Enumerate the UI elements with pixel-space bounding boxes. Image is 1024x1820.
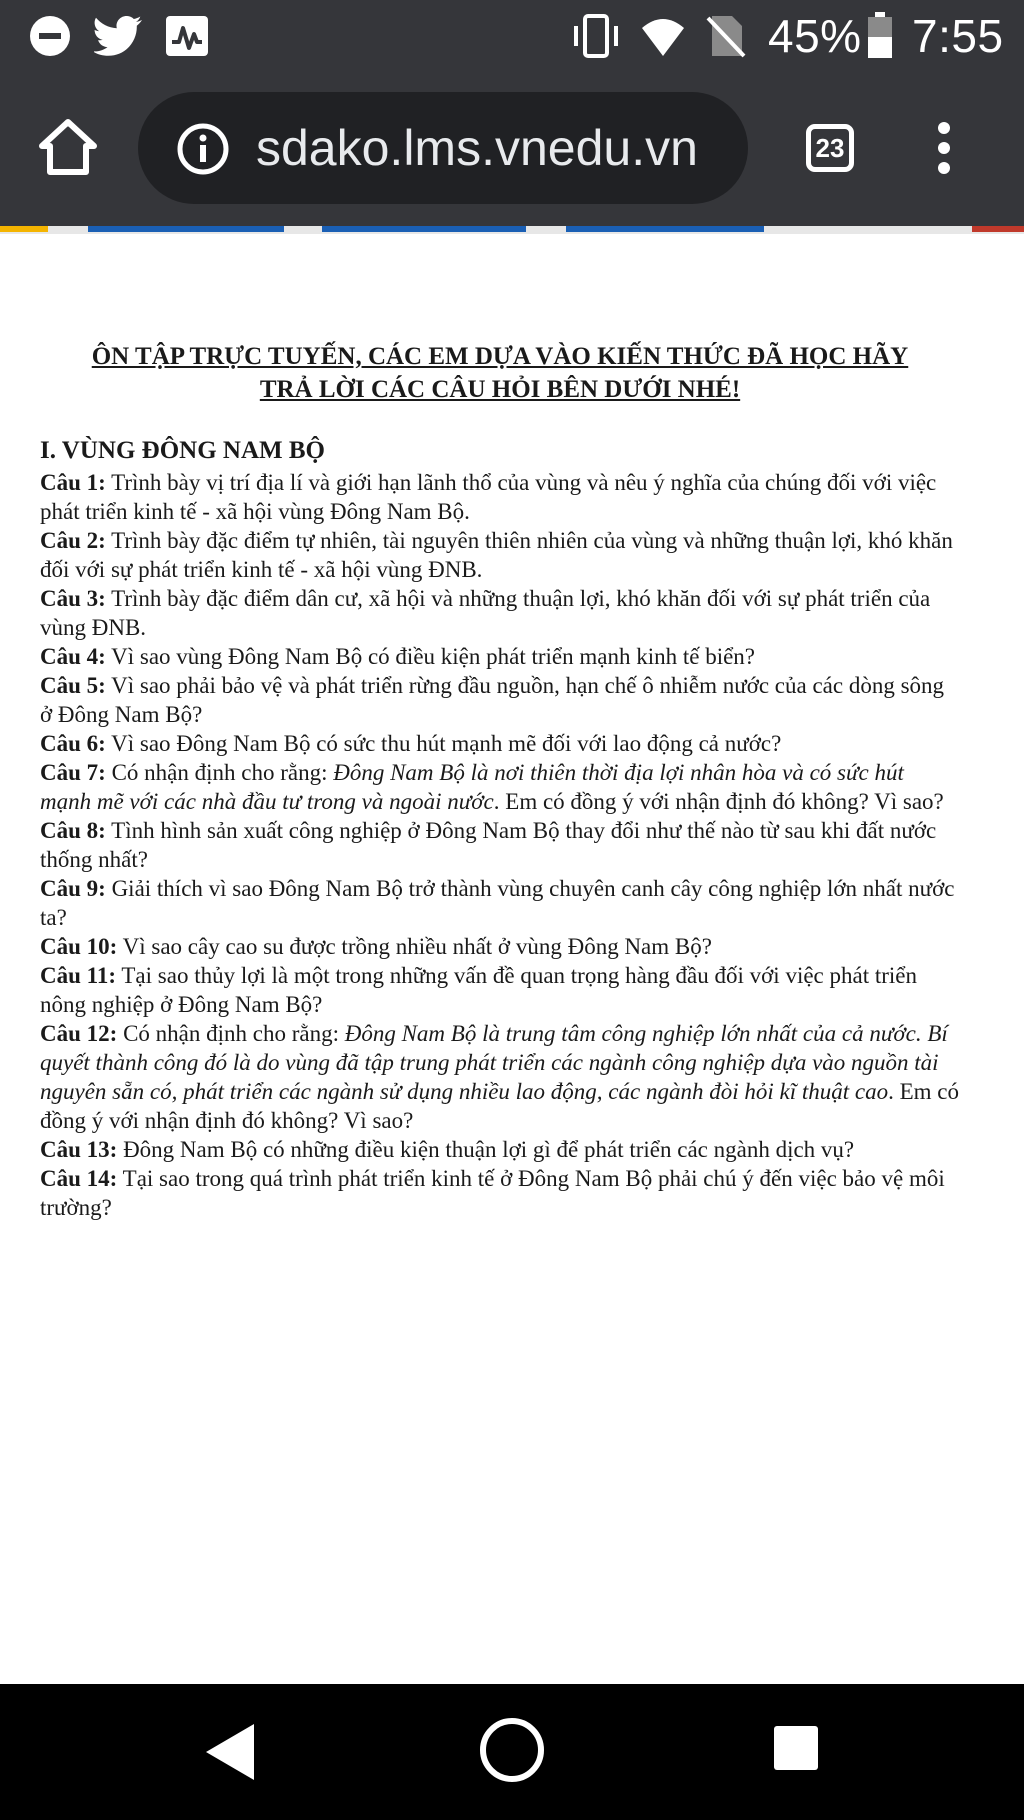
activity-icon [164,14,210,63]
question-2 [40,526,960,584]
back-icon[interactable] [200,1720,260,1789]
clock: 7:55 [912,10,1004,62]
question-text: Vì sao vùng Đông Nam Bộ có điều kiện phát triển mạnh kinh tế biển? [105,644,756,669]
question-text: Vì sao Đông Nam Bộ có sức thu hút mạnh mẽ đối với lao động cả nước? [105,731,782,756]
question-label: Câu 2: [40,528,106,553]
question-text: Vì sao cây cao su được trồng nhiều nhất ở vùng Đông Nam Bộ? [117,934,712,959]
question-label: Câu 5: [40,673,106,698]
question-text: Trình bày đặc điểm dân cư, xã hội và những thuận lợi, khó khăn đối với sự phát triển của vùng ĐNB. [40,586,931,640]
url-bar[interactable] [138,92,748,204]
twitter-icon [94,14,144,63]
title-line-1: ÔN TẬP TRỰC TUYẾN, CÁC EM DỰA VÀO KIẾN THỨC ĐÃ HỌC HÃY [91,343,909,370]
no-sim-icon [706,14,746,63]
question-text: Vì sao phải bảo vệ và phát triển rừng đầu nguồn, hạn chế ô nhiễm nước của các dòng sông ở Đông Nam Bộ? [40,673,945,727]
question-quote: Đông Nam Bộ là trung tâm công nghiệp lớn nhất của cả nước. Bí quyết thành công đó là do vùng đã tập trung phát triển các ngành công nghiệp dựa vào nguồn tài nguyên sẵn có, phát triển các ngành sử dụng nhiều lao động, các ngành đòi hỏi kĩ thuật cao [40,1021,948,1104]
question-text: Có nhận định cho rằng: [105,760,334,785]
page-load-strip [0,226,1024,234]
question-label: Câu 7: [40,760,106,785]
question-5 [40,671,960,729]
question-label: Câu 8: [40,818,106,843]
question-text: Đông Nam Bộ có những điều kiện thuận lợi gì để phát triển các ngành dịch vụ? [117,1137,855,1162]
question-text: Tại sao trong quá trình phát triển kinh tế ở Đông Nam Bộ phải chú ý đến việc bảo vệ môi trường? [40,1166,945,1220]
question-label: Câu 6: [40,731,106,756]
question-text: Tại sao thủy lợi là một trong những vấn đề quan trọng hàng đầu đối với việc phát triển nông nghiệp ở Đông Nam Bộ? [40,963,918,1017]
question-1 [40,468,960,526]
page-title [40,340,960,406]
question-6 [40,729,960,758]
question-label: Câu 1: [40,470,106,495]
question-label: Câu 10: [40,934,118,959]
home-circle-icon[interactable] [478,1716,546,1789]
status-bar [0,0,1024,72]
info-icon[interactable] [176,122,230,176]
question-text: Trình bày đặc điểm tự nhiên, tài nguyên thiên nhiên của vùng và những thuận lợi, khó khăn đối với sự phát triển kinh tế - xã hội vùng ĐNB. [40,528,953,582]
question-text: Giải thích vì sao Đông Nam Bộ trở thành vùng chuyên canh cây công nghiệp lớn nhất nước ta? [40,876,955,930]
question-10 [40,932,960,961]
recents-icon[interactable] [774,1726,818,1775]
question-7 [40,758,960,816]
tab-switcher-icon[interactable]: 23 [806,124,854,172]
question-8 [40,816,960,874]
question-text: Có nhận định cho rằng: [117,1021,345,1046]
question-3 [40,584,960,642]
battery-icon [866,12,894,65]
question-4 [40,642,960,671]
question-text-after: . Em có đồng ý với nhận định đó không? Vì sao? [40,1079,959,1133]
url-text[interactable]: sdako.lms.vnedu.vn [256,120,698,176]
browser-toolbar [0,72,1024,228]
question-label: Câu 4: [40,644,106,669]
question-text-after: . Em có đồng ý với nhận định đó không? Vì sao? [493,789,944,814]
minus-circle-icon [28,14,72,63]
question-label: Câu 14: [40,1166,118,1191]
question-label: Câu 12: [40,1021,118,1046]
question-label: Câu 3: [40,586,106,611]
question-11 [40,961,960,1019]
question-text: Trình bày vị trí địa lí và giới hạn lãnh thổ của vùng và nêu ý nghĩa của chúng đối với việc phát triển kinh tế - xã hội vùng Đông Nam Bộ. [40,470,937,524]
document [40,340,960,1222]
system-nav-bar [0,1684,1024,1820]
question-quote: Đông Nam Bộ là nơi thiên thời địa lợi nhân hòa và có sức hút mạnh mẽ với các nhà đầu tư trong và ngoài nước [40,760,904,814]
question-label: Câu 9: [40,876,106,901]
question-text: Tình hình sản xuất công nghiệp ở Đông Nam Bộ thay đổi như thế nào từ sau khi đất nước thống nhất? [40,818,937,872]
battery-percent: 45% [768,10,862,62]
question-13 [40,1135,960,1164]
question-14 [40,1164,960,1222]
question-label: Câu 11: [40,963,117,988]
title-line-2: TRẢ LỜI CÁC CÂU HỎI BÊN DƯỚI NHÉ! [259,376,741,403]
section-heading: I. VÙNG ĐÔNG NAM BỘ [40,437,325,464]
home-icon[interactable] [36,116,100,180]
more-vert-icon[interactable] [926,116,962,180]
wifi-icon [640,14,686,63]
question-12 [40,1019,960,1135]
question-label: Câu 13: [40,1137,118,1162]
vibrate-icon [570,14,622,63]
question-9 [40,874,960,932]
